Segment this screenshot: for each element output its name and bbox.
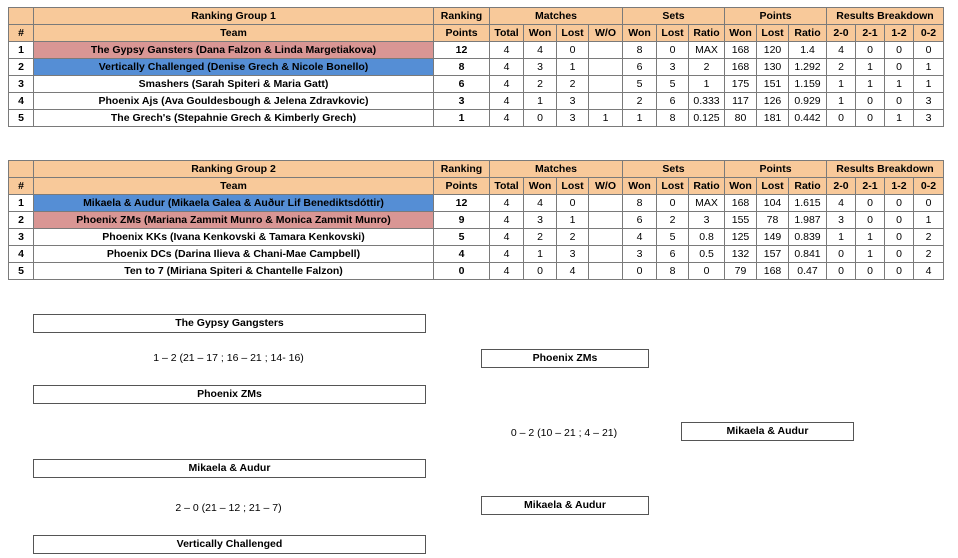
matches-won: 0: [524, 263, 557, 280]
team-name: Phoenix DCs (Darina Ilieva & Chani-Mae Campbell): [34, 246, 434, 263]
team-name: The Gypsy Gansters (Dana Falzon & Linda Margetiakova): [34, 42, 434, 59]
table-row: [9, 195, 944, 212]
header-wo: W/O: [589, 178, 623, 195]
header-team: Team: [34, 25, 434, 42]
sets-won: 6: [623, 59, 657, 76]
table-row: [9, 263, 944, 280]
team-name: Vertically Challenged (Denise Grech & Nicole Bonello): [34, 59, 434, 76]
bracket-sf1-bottom-team: Phoenix ZMs: [33, 385, 426, 404]
points-won: 168: [725, 59, 757, 76]
table-header-row: [9, 161, 944, 178]
sets-ratio: 0: [689, 263, 725, 280]
table-header-row: [9, 8, 944, 25]
table-row: [9, 42, 944, 59]
breakdown-2-1: 0: [856, 42, 885, 59]
rank-number: 1: [9, 195, 34, 212]
header-ranking: Ranking: [434, 161, 490, 178]
matches-total: 4: [490, 263, 524, 280]
matches-total: 4: [490, 212, 524, 229]
header-total: Total: [490, 25, 524, 42]
breakdown-2-0: 1: [827, 93, 856, 110]
matches-total: 4: [490, 93, 524, 110]
header-won: Won: [524, 178, 557, 195]
matches-total: 4: [490, 246, 524, 263]
matches-lost: 2: [557, 229, 589, 246]
header-1-2: 1-2: [885, 178, 914, 195]
breakdown-2-0: 0: [827, 263, 856, 280]
header-2-1: 2-1: [856, 178, 885, 195]
breakdown-2-0: 4: [827, 42, 856, 59]
table-subheader-row: [9, 178, 944, 195]
matches-lost: 2: [557, 76, 589, 93]
header-ranking-points: Points: [434, 25, 490, 42]
header-total: Total: [490, 178, 524, 195]
header-breakdown: Results Breakdown: [827, 161, 944, 178]
rank-number: 4: [9, 246, 34, 263]
team-name: Ten to 7 (Miriana Spiteri & Chantelle Falzon): [34, 263, 434, 280]
header-points-lost: Lost: [757, 178, 789, 195]
rank-number: 2: [9, 212, 34, 229]
matches-won: 1: [524, 246, 557, 263]
table-row: [9, 76, 944, 93]
header-team: Team: [34, 178, 434, 195]
matches-total: 4: [490, 229, 524, 246]
sets-ratio: MAX: [689, 195, 725, 212]
sets-won: 1: [623, 110, 657, 127]
sets-ratio: 2: [689, 59, 725, 76]
breakdown-1-2: 0: [885, 195, 914, 212]
matches-lost: 0: [557, 42, 589, 59]
points-lost: 181: [757, 110, 789, 127]
sets-won: 3: [623, 246, 657, 263]
header-matches: Matches: [490, 161, 623, 178]
ranking-points: 12: [434, 195, 490, 212]
header-points-ratio: Ratio: [789, 25, 827, 42]
header-1-2: 1-2: [885, 25, 914, 42]
header-sets-ratio: Ratio: [689, 178, 725, 195]
breakdown-0-2: 1: [914, 212, 944, 229]
points-won: 175: [725, 76, 757, 93]
points-lost: 104: [757, 195, 789, 212]
breakdown-0-2: 3: [914, 110, 944, 127]
points-lost: 168: [757, 263, 789, 280]
group-title: Ranking Group 2: [34, 161, 434, 178]
breakdown-0-2: 1: [914, 59, 944, 76]
points-ratio: 1.292: [789, 59, 827, 76]
matches-total: 4: [490, 59, 524, 76]
bracket-final-top-team: Phoenix ZMs: [481, 349, 649, 368]
team-name: Phoenix ZMs (Mariana Zammit Munro & Monica Zammit Munro): [34, 212, 434, 229]
header-sets-lost: Lost: [657, 178, 689, 195]
breakdown-0-2: 3: [914, 93, 944, 110]
breakdown-2-1: 0: [856, 195, 885, 212]
breakdown-2-1: 1: [856, 76, 885, 93]
matches-wo: [589, 195, 623, 212]
table-row: [9, 93, 944, 110]
points-ratio: 0.839: [789, 229, 827, 246]
breakdown-2-1: 1: [856, 59, 885, 76]
rank-number: 3: [9, 229, 34, 246]
breakdown-2-1: 0: [856, 263, 885, 280]
sets-ratio: 1: [689, 76, 725, 93]
ranking-points: 8: [434, 59, 490, 76]
breakdown-1-2: 0: [885, 229, 914, 246]
bracket-sf1-score: 1 – 2 (21 – 17 ; 16 – 21 ; 14- 16): [153, 352, 304, 364]
header-sets-lost: Lost: [657, 25, 689, 42]
sets-ratio: 0.125: [689, 110, 725, 127]
sets-won: 4: [623, 229, 657, 246]
sets-lost: 2: [657, 212, 689, 229]
breakdown-1-2: 1: [885, 76, 914, 93]
breakdown-1-2: 0: [885, 246, 914, 263]
points-lost: 78: [757, 212, 789, 229]
sets-ratio: 0.333: [689, 93, 725, 110]
ranking-points: 12: [434, 42, 490, 59]
sets-lost: 6: [657, 93, 689, 110]
ranking-points: 6: [434, 76, 490, 93]
matches-lost: 1: [557, 59, 589, 76]
table-row: [9, 229, 944, 246]
bracket-sf1-top-team: The Gypsy Gangsters: [33, 314, 426, 333]
points-ratio: 1.159: [789, 76, 827, 93]
header-sets-won: Won: [623, 178, 657, 195]
table-row: [9, 110, 944, 127]
sets-won: 8: [623, 42, 657, 59]
ranking-points: 1: [434, 110, 490, 127]
breakdown-0-2: 0: [914, 195, 944, 212]
bracket-sf2-bottom-team: Vertically Challenged: [33, 535, 426, 554]
points-ratio: 0.47: [789, 263, 827, 280]
breakdown-2-1: 0: [856, 212, 885, 229]
matches-won: 1: [524, 93, 557, 110]
matches-wo: [589, 93, 623, 110]
matches-total: 4: [490, 76, 524, 93]
points-ratio: 1.615: [789, 195, 827, 212]
breakdown-2-0: 0: [827, 110, 856, 127]
points-lost: 126: [757, 93, 789, 110]
rank-number: 2: [9, 59, 34, 76]
header-sets: Sets: [623, 8, 725, 25]
rank-number: 3: [9, 76, 34, 93]
matches-lost: 0: [557, 195, 589, 212]
ranking-group-2-table: [8, 160, 944, 280]
ranking-points: 5: [434, 229, 490, 246]
breakdown-0-2: 0: [914, 42, 944, 59]
matches-won: 4: [524, 42, 557, 59]
points-won: 132: [725, 246, 757, 263]
header-0-2: 0-2: [914, 178, 944, 195]
matches-won: 3: [524, 212, 557, 229]
bracket-winner: Mikaela & Audur: [681, 422, 854, 441]
matches-lost: 4: [557, 263, 589, 280]
sets-won: 8: [623, 195, 657, 212]
points-ratio: 1.987: [789, 212, 827, 229]
header-points: Points: [725, 8, 827, 25]
matches-wo: [589, 246, 623, 263]
header-hash: #: [9, 178, 34, 195]
header-lost: Lost: [557, 178, 589, 195]
header-points-won: Won: [725, 178, 757, 195]
breakdown-2-0: 0: [827, 246, 856, 263]
points-ratio: 0.929: [789, 93, 827, 110]
matches-lost: 3: [557, 93, 589, 110]
sets-won: 6: [623, 212, 657, 229]
sets-lost: 5: [657, 229, 689, 246]
breakdown-2-0: 4: [827, 195, 856, 212]
breakdown-1-2: 0: [885, 212, 914, 229]
header-hash: #: [9, 25, 34, 42]
matches-wo: 1: [589, 110, 623, 127]
matches-wo: [589, 42, 623, 59]
matches-won: 2: [524, 229, 557, 246]
points-won: 117: [725, 93, 757, 110]
bracket-final-bottom-team: Mikaela & Audur: [481, 496, 649, 515]
header-points-ratio: Ratio: [789, 178, 827, 195]
table-row: [9, 59, 944, 76]
breakdown-0-2: 1: [914, 76, 944, 93]
sets-lost: 6: [657, 246, 689, 263]
breakdown-1-2: 0: [885, 59, 914, 76]
header-2-0: 2-0: [827, 178, 856, 195]
header-points: Points: [725, 161, 827, 178]
sets-lost: 5: [657, 76, 689, 93]
sets-lost: 0: [657, 195, 689, 212]
header-sets-won: Won: [623, 25, 657, 42]
matches-total: 4: [490, 110, 524, 127]
header-sets-ratio: Ratio: [689, 25, 725, 42]
matches-lost: 3: [557, 246, 589, 263]
breakdown-2-1: 0: [856, 110, 885, 127]
sets-ratio: 0.8: [689, 229, 725, 246]
matches-won: 4: [524, 195, 557, 212]
rank-number: 4: [9, 93, 34, 110]
matches-won: 3: [524, 59, 557, 76]
sets-won: 5: [623, 76, 657, 93]
sets-ratio: 3: [689, 212, 725, 229]
breakdown-2-1: 1: [856, 229, 885, 246]
points-won: 125: [725, 229, 757, 246]
rank-number: 1: [9, 42, 34, 59]
team-name: Mikaela & Audur (Mikaela Galea & Auður Lif Benediktsdóttir): [34, 195, 434, 212]
header-wo: W/O: [589, 25, 623, 42]
team-name: The Grech's (Stepahnie Grech & Kimberly Grech): [34, 110, 434, 127]
header-points-lost: Lost: [757, 25, 789, 42]
sets-won: 2: [623, 93, 657, 110]
matches-won: 2: [524, 76, 557, 93]
points-lost: 151: [757, 76, 789, 93]
header-sets: Sets: [623, 161, 725, 178]
breakdown-1-2: 1: [885, 110, 914, 127]
matches-total: 4: [490, 42, 524, 59]
points-lost: 149: [757, 229, 789, 246]
header-won: Won: [524, 25, 557, 42]
ranking-points: 0: [434, 263, 490, 280]
points-won: 80: [725, 110, 757, 127]
points-ratio: 0.841: [789, 246, 827, 263]
breakdown-2-1: 0: [856, 93, 885, 110]
table-subheader-row: [9, 25, 944, 42]
header-points-won: Won: [725, 25, 757, 42]
ranking-points: 4: [434, 246, 490, 263]
sets-lost: 8: [657, 263, 689, 280]
points-won: 155: [725, 212, 757, 229]
matches-wo: [589, 263, 623, 280]
header-ranking: Ranking: [434, 8, 490, 25]
breakdown-1-2: 0: [885, 93, 914, 110]
breakdown-2-0: 1: [827, 76, 856, 93]
sets-lost: 8: [657, 110, 689, 127]
header-lost: Lost: [557, 25, 589, 42]
points-ratio: 0.442: [789, 110, 827, 127]
ranking-points: 3: [434, 93, 490, 110]
points-ratio: 1.4: [789, 42, 827, 59]
breakdown-2-0: 1: [827, 229, 856, 246]
matches-total: 4: [490, 195, 524, 212]
breakdown-2-1: 1: [856, 246, 885, 263]
header-0-2: 0-2: [914, 25, 944, 42]
matches-wo: [589, 229, 623, 246]
points-lost: 157: [757, 246, 789, 263]
matches-wo: [589, 59, 623, 76]
table-row: [9, 246, 944, 263]
breakdown-0-2: 2: [914, 229, 944, 246]
breakdown-1-2: 0: [885, 263, 914, 280]
breakdown-0-2: 2: [914, 246, 944, 263]
team-name: Phoenix KKs (Ivana Kenkovski & Tamara Kenkovski): [34, 229, 434, 246]
header-ranking-points: Points: [434, 178, 490, 195]
sets-lost: 0: [657, 42, 689, 59]
table-row: [9, 212, 944, 229]
sets-lost: 3: [657, 59, 689, 76]
matches-lost: 3: [557, 110, 589, 127]
bracket-sf2-top-team: Mikaela & Audur: [33, 459, 426, 478]
matches-won: 0: [524, 110, 557, 127]
breakdown-2-0: 2: [827, 59, 856, 76]
breakdown-1-2: 0: [885, 42, 914, 59]
sets-won: 0: [623, 263, 657, 280]
group-title: Ranking Group 1: [34, 8, 434, 25]
breakdown-2-0: 3: [827, 212, 856, 229]
header-2-0: 2-0: [827, 25, 856, 42]
ranking-group-1-table: [8, 7, 944, 127]
points-lost: 130: [757, 59, 789, 76]
team-name: Phoenix Ajs (Ava Gouldesbough & Jelena Zdravkovic): [34, 93, 434, 110]
points-won: 168: [725, 42, 757, 59]
header-2-1: 2-1: [856, 25, 885, 42]
points-won: 79: [725, 263, 757, 280]
header-blank: [9, 161, 34, 178]
matches-wo: [589, 76, 623, 93]
bracket-final-score: 0 – 2 (10 – 21 ; 4 – 21): [510, 427, 618, 439]
points-won: 168: [725, 195, 757, 212]
sets-ratio: 0.5: [689, 246, 725, 263]
sets-ratio: MAX: [689, 42, 725, 59]
rank-number: 5: [9, 110, 34, 127]
team-name: Smashers (Sarah Spiteri & Maria Gatt): [34, 76, 434, 93]
header-matches: Matches: [490, 8, 623, 25]
ranking-points: 9: [434, 212, 490, 229]
header-breakdown: Results Breakdown: [827, 8, 944, 25]
rank-number: 5: [9, 263, 34, 280]
points-lost: 120: [757, 42, 789, 59]
matches-lost: 1: [557, 212, 589, 229]
matches-wo: [589, 212, 623, 229]
bracket-sf2-score: 2 – 0 (21 – 12 ; 21 – 7): [175, 502, 282, 514]
header-blank: [9, 8, 34, 25]
breakdown-0-2: 4: [914, 263, 944, 280]
